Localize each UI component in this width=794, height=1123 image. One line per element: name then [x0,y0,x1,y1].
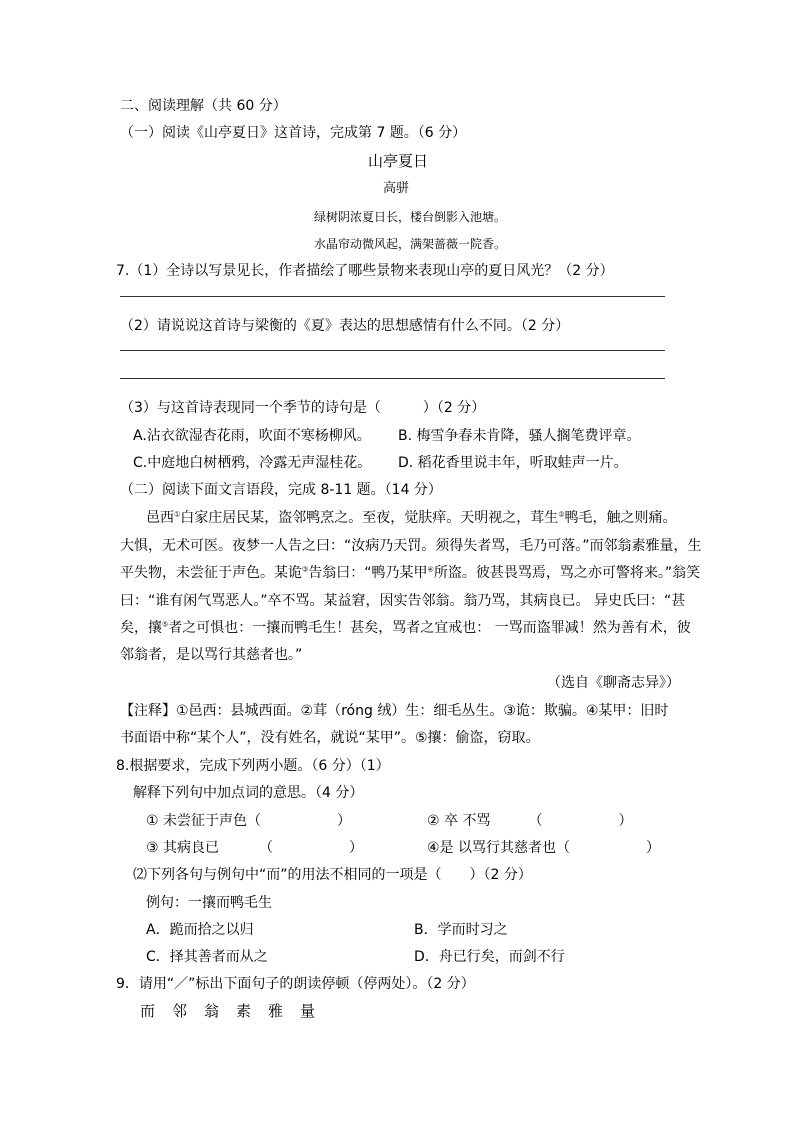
q8-example: 例句：一攘而鸭毛生 [146,895,272,911]
q8-option-c[interactable]: C．择其善者而从之 [146,949,268,965]
passage-line: 曰：“谁有闲气骂恶人。”卒不骂。某益窘，因实告邻翁。翁乃骂，其病良已。 异史氏曰：“甚 [120,593,686,609]
poem-title: 山亭夏日 [368,152,429,170]
passage-line: 邻翁者，是以骂行其慈者也。” [120,647,303,663]
section-header: 二、阅读理解（共 60 分） [120,98,287,114]
q8-item-3: ③ 其病良已 （ ） [146,840,364,856]
part1-heading: （一）阅读《山亭夏日》这首诗，完成第 7 题。（6 分） [120,125,467,141]
q9-sentence[interactable]: 而邻翁素雅量 [140,1002,333,1020]
q8-sub2-heading: ⑵下列各句与例句中“而”的用法不相同的一项是（ ）（2 分） [133,867,532,883]
q8-item-1: ① 未尝征于声色（ ） [146,813,352,829]
passage-line: 大惧，无术可医。夜梦一人告之曰：“汝病乃天罚。须得失者骂，毛乃可落。”而邻翁素雅量，生 [120,538,702,554]
passage-line: 邑西①白家庄居民某，盗邻鸭烹之。至夜，觉肤痒。天明视之，茸生②鸭毛，触之则痛。 [146,510,677,526]
q8-item-2: ② 卒 不骂 （ ） [427,813,633,829]
poem-author: 高骈 [383,181,410,196]
q7-sub1: 7.（1）全诗以写景见长，作者描绘了哪些景物来表现山亭的夏日风光？（2 分） [116,263,614,279]
answer-line[interactable] [120,378,665,379]
annotation-line: 【注释】①邑西：县城西面。②茸（róng 绒）生：细毛丛生。③诡：欺骗。④某甲：旧时 [120,703,669,719]
poem-line-1: 绿树阴浓夏日长，楼台倒影入池塘。 [314,210,507,224]
q7-sub2: （2）请说说这首诗与梁衡的《夏》表达的思想感情有什么不同。（2 分） [120,318,570,334]
passage-line: 平失物，未尝征于声色。某诡③告翁曰：“鸭乃某甲④所盗。彼甚畏骂焉，骂之亦可警将来。”翁笑 [120,565,701,581]
q7-sub3: （3）与这首诗表现同一个季节的诗句是（ ）（2 分） [120,400,486,416]
part2-heading: （二）阅读下面文言语段，完成 8-11 题。（14 分） [120,482,442,498]
passage-source: （选自《聊斋志异》） [547,675,680,691]
q8-option-a[interactable]: A．跪而拾之以归 [146,922,254,938]
q8-option-d[interactable]: D．舟已行矣，而剑不行 [414,949,565,965]
q7-option-c[interactable]: C.中庭地白树栖鸦，冷露无声湿桂花。 [133,455,372,471]
q8-heading: 8.根据要求，完成下列两小题。（6 分）（1） [116,758,390,774]
q7-option-d[interactable]: D. 稻花香里说丰年，听取蛙声一片。 [398,455,628,471]
passage-line: 矣，攘⑤者之可惧也：一攘而鸭毛生！甚矣，骂者之宜戒也： 一骂而盗罪减！然为善有术，彼 [120,620,691,636]
q7-option-a[interactable]: A.沾衣欲湿杏花雨，吹面不寒杨柳风。 [133,428,371,444]
q8-sub1-heading: 解释下列句中加点词的意思。（4 分） [133,785,364,801]
q9-heading: 9．请用“／”标出下面句子的朗读停顿（停两处）。（2 分） [116,976,475,992]
poem-line-2: 水晶帘动微风起，满架蔷薇一院香。 [314,237,507,251]
q8-option-b[interactable]: B．学而时习之 [414,922,508,938]
q8-item-4: ④是 以骂行其慈者也（ ） [427,840,661,856]
annotation-line: 书面语中称“某个人”，没有姓名，就说“某甲”。⑤攘：偷盗，窃取。 [120,730,540,746]
answer-line[interactable] [120,350,665,351]
q7-option-b[interactable]: B. 梅雪争春未肯降，骚人搁笔费评章。 [398,428,641,444]
answer-line[interactable] [120,296,665,297]
